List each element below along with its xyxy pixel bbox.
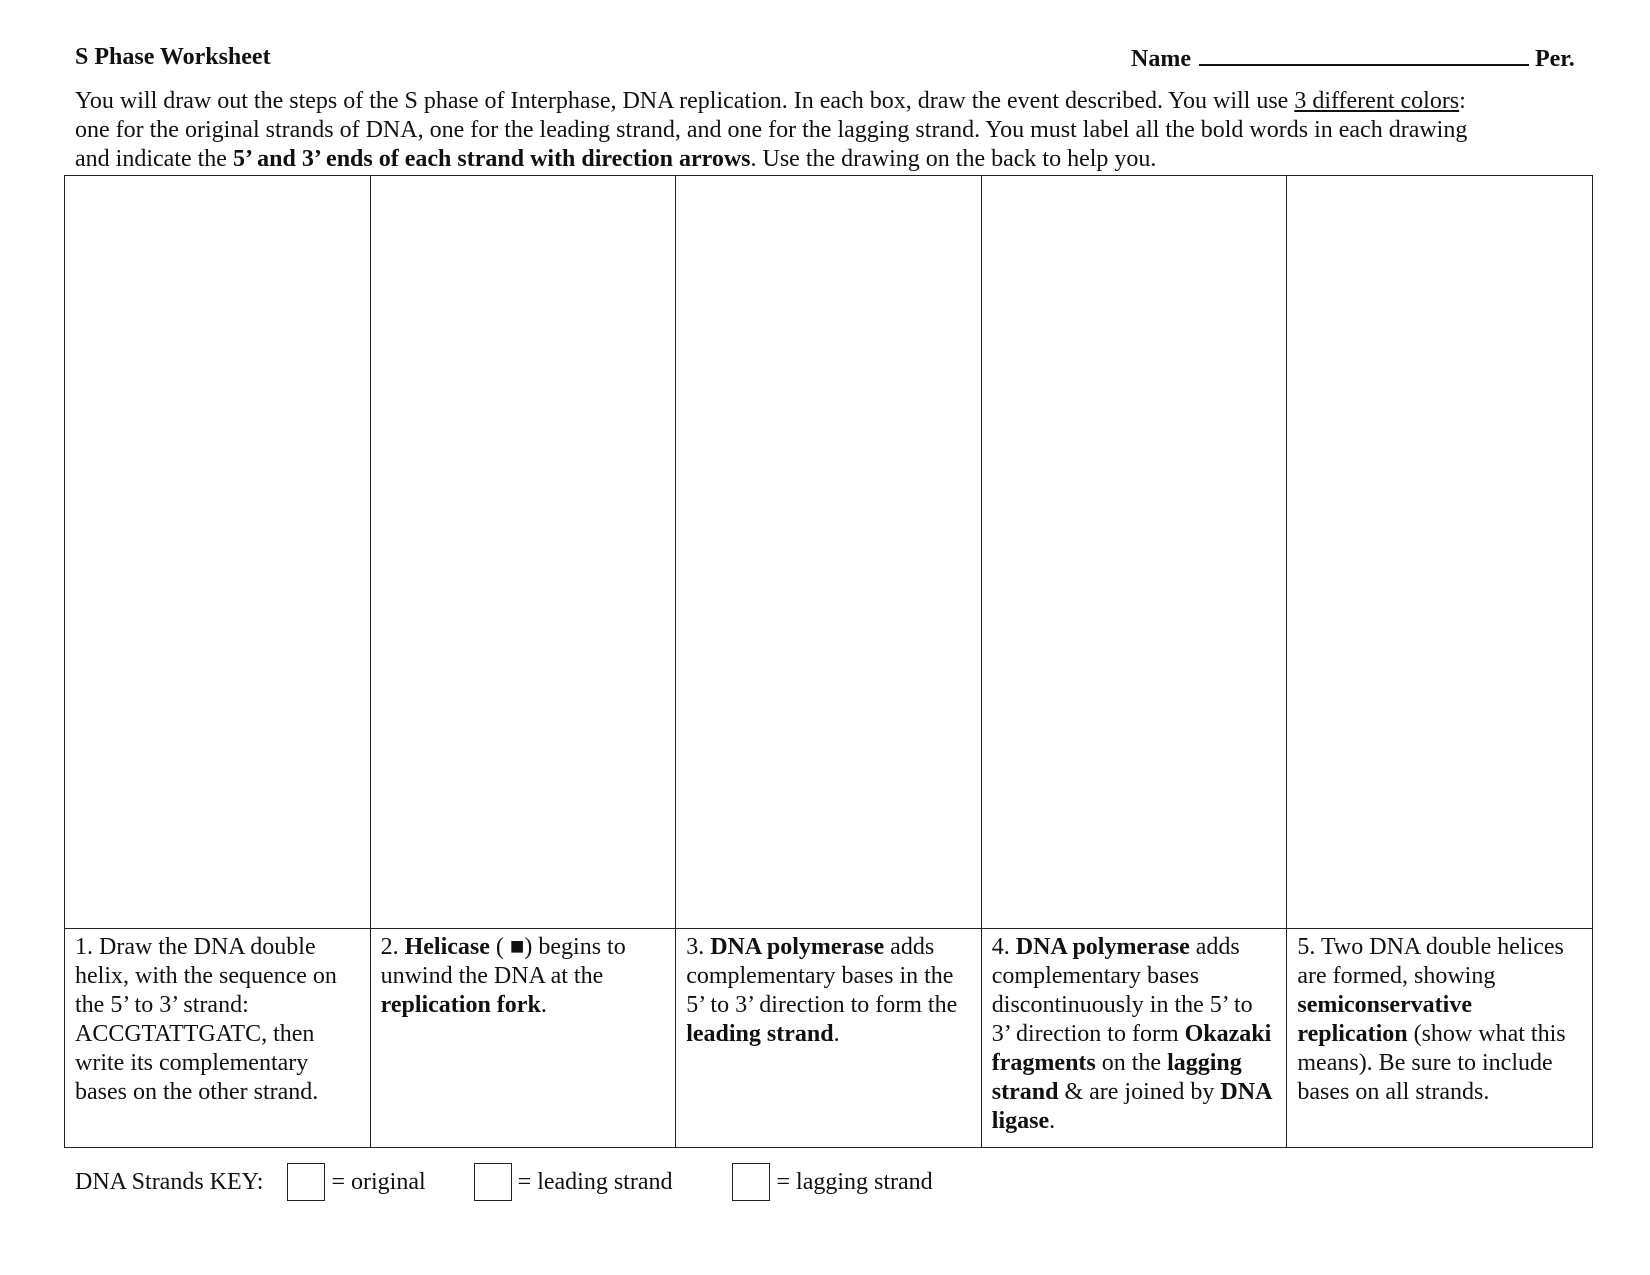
instructions-line-2: one for the original strands of DNA, one for the leading strand, and one for the lagging strand. You must label all the bold words in each drawing bbox=[75, 117, 1468, 143]
term-okazaki-fragments: Okazaki fragments bbox=[991, 1021, 1272, 1076]
step-text: ) begins to unwind the DNA at the bbox=[380, 934, 626, 989]
key-label: DNA Strands KEY: bbox=[75, 1168, 264, 1195]
original-color-box[interactable] bbox=[287, 1163, 325, 1201]
period-label: Per. bbox=[1534, 46, 1575, 72]
drawing-box-5[interactable] bbox=[1287, 176, 1593, 929]
step-text: adds complementary bases in the 5’ to 3’ direction to form the bbox=[686, 934, 958, 1018]
term-helicase: Helicase bbox=[404, 934, 490, 960]
term-semiconservative-replication: semiconservative replication bbox=[1297, 992, 1472, 1047]
instructions-underlined-colors: 3 different colors bbox=[1294, 88, 1460, 114]
name-label: Name bbox=[1131, 46, 1191, 72]
instructions-line-1 bbox=[75, 87, 1595, 116]
step-text: 2. bbox=[380, 934, 405, 960]
step-2-caption bbox=[370, 929, 676, 1148]
instructions-text: You will draw out the steps of the S phase of Interphase, DNA replication. In each box, draw the event described. You will use bbox=[75, 88, 1295, 114]
step-text: adds complementary bases discontinuously in the 5’ to 3’ direction to form bbox=[991, 934, 1253, 1047]
leading-color-box[interactable] bbox=[474, 1163, 512, 1201]
step-text: 1. Draw the DNA double helix, with the sequence on the 5’ to 3’ strand: ACCGTATTGATC, then write its complementary bases on the other strand. bbox=[75, 934, 337, 1105]
instructions-text: and indicate the bbox=[75, 146, 233, 172]
helicase-square-icon: ■ bbox=[509, 934, 525, 960]
drawing-box-4[interactable] bbox=[981, 176, 1287, 929]
dna-strands-key bbox=[75, 1163, 933, 1201]
step-text: . bbox=[1049, 1108, 1056, 1134]
drawing-row bbox=[65, 176, 1593, 929]
instructions-line-3 bbox=[75, 145, 1595, 174]
key-item-lagging bbox=[732, 1163, 932, 1201]
key-lagging-label: = lagging strand bbox=[776, 1168, 933, 1195]
key-original-label: = original bbox=[331, 1168, 426, 1195]
name-blank[interactable] bbox=[1199, 44, 1529, 66]
worksheet-title: S Phase Worksheet bbox=[75, 44, 271, 70]
step-text: . bbox=[540, 992, 547, 1018]
key-leading-label: = leading strand bbox=[517, 1168, 673, 1195]
key-item-leading bbox=[474, 1163, 673, 1201]
drawing-box-3[interactable] bbox=[676, 176, 982, 929]
lagging-color-box[interactable] bbox=[732, 1163, 770, 1201]
term-dna-ligase: DNA ligase bbox=[991, 1079, 1272, 1134]
term-dna-polymerase: DNA polymerase bbox=[1015, 934, 1190, 960]
step-text: . bbox=[833, 1021, 840, 1047]
term-replication-fork: replication fork bbox=[380, 992, 541, 1018]
term-dna-polymerase: DNA polymerase bbox=[710, 934, 885, 960]
term-lagging-strand: lagging strand bbox=[991, 1050, 1242, 1105]
step-1-caption bbox=[65, 929, 371, 1148]
drawing-box-2[interactable] bbox=[370, 176, 676, 929]
name-period-line bbox=[1131, 44, 1575, 73]
step-text: on the bbox=[1095, 1050, 1168, 1076]
step-text: ( bbox=[489, 934, 510, 960]
step-text: 3. bbox=[686, 934, 711, 960]
caption-row bbox=[65, 929, 1593, 1148]
drawing-box-1[interactable] bbox=[65, 176, 371, 929]
step-text: 4. bbox=[991, 934, 1016, 960]
step-5-caption bbox=[1287, 929, 1593, 1148]
drawing-grid bbox=[64, 175, 1593, 1148]
step-text: & are joined by bbox=[1058, 1079, 1221, 1105]
instructions-text: : bbox=[1459, 88, 1466, 114]
step-4-caption bbox=[981, 929, 1287, 1148]
step-3-caption bbox=[676, 929, 982, 1148]
step-text: 5. Two DNA double helices are formed, showing bbox=[1297, 934, 1564, 989]
instructions-bold-ends: 5’ and 3’ ends of each strand with direction arrows bbox=[232, 146, 751, 172]
instructions bbox=[75, 87, 1595, 174]
instructions-text: . Use the drawing on the back to help you. bbox=[750, 146, 1157, 172]
term-leading-strand: leading strand bbox=[686, 1021, 834, 1047]
step-text: (show what this means). Be sure to include bases on all strands. bbox=[1297, 1021, 1566, 1105]
key-item-original bbox=[287, 1163, 425, 1201]
